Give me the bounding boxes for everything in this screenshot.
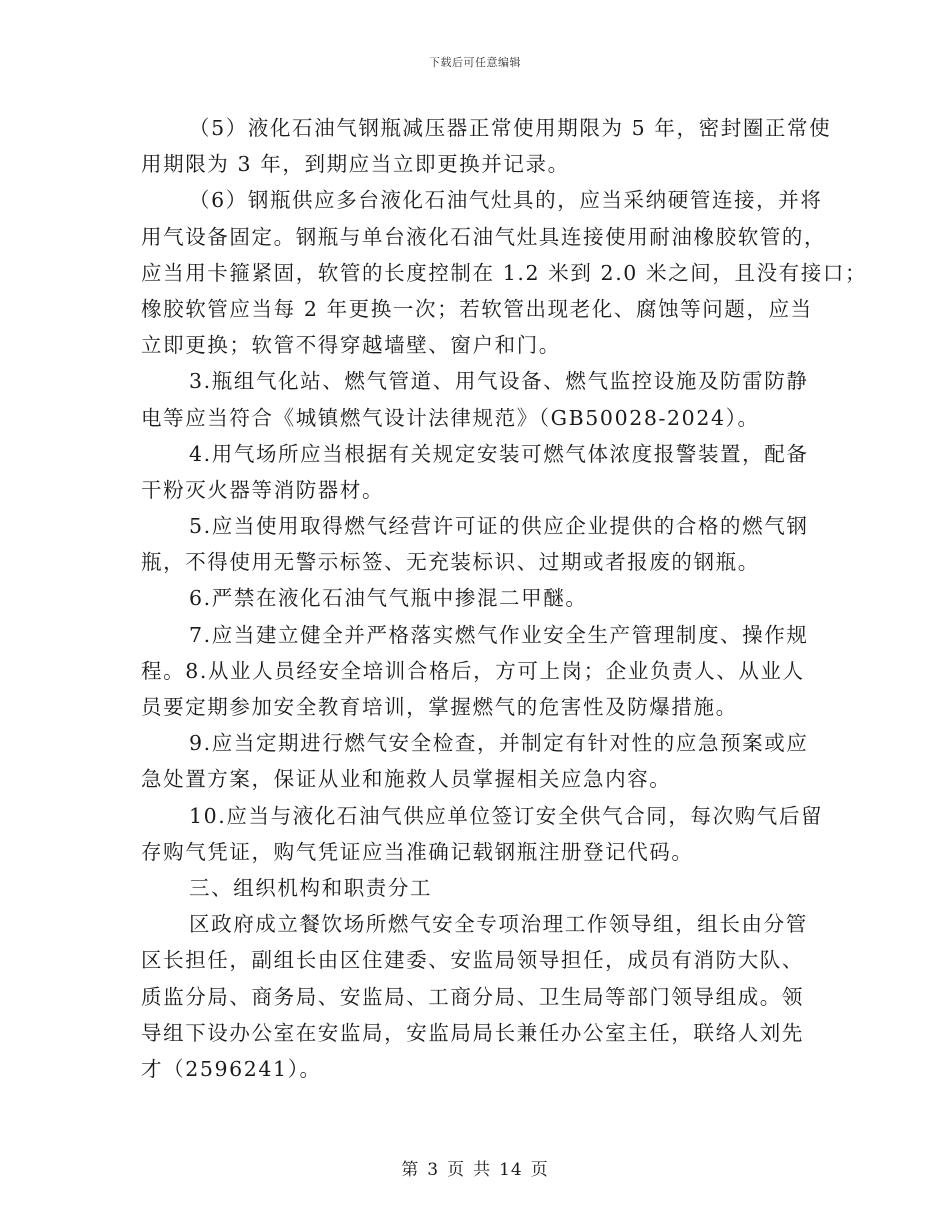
section-heading: 三、组织机构和职责分工 [189, 875, 433, 900]
paragraph-line: 电等应当符合《城镇燃气设计法律规范》（GB50028-2024）。 [141, 405, 760, 430]
paragraph-line: 立即更换；软管不得穿越墙壁、窗户和门。 [141, 333, 561, 358]
paragraph-line: 3.瓶组气化站、燃气管道、用气设备、燃气监控设施及防雷防静 [189, 369, 809, 394]
paragraph-line: 程。8.从业人员经安全培训合格后，方可上岗；企业负责人、从业人 [141, 658, 805, 683]
page-label-prefix: 第 [401, 1160, 420, 1180]
paragraph-line: 4.用气场所应当根据有关规定安装可燃气体浓度报警装置，配备 [189, 441, 809, 466]
paragraph-line: 区政府成立餐饮场所燃气安全专项治理工作领导组，组长由分管 [189, 912, 808, 937]
paragraph-line: （5）液化石油气钢瓶减压器正常使用期限为 5 年，密封圈正常使 [189, 116, 832, 140]
paragraph-line: 区长担任，副组长由区住建委、安监局领导担任，成员有消防大队、 [141, 948, 804, 973]
total-label: 共 [473, 1160, 492, 1180]
paragraph-line: 橡胶软管应当每 2 年更换一次；若软管出现老化、腐蚀等问题，应当 [141, 296, 813, 321]
paragraph-line: 导组下设办公室在安监局，安监局局长兼任办公室主任，联络人刘先 [141, 1020, 804, 1045]
paragraph-line: 急处置方案，保证从业和施救人员掌握相关应急内容。 [141, 767, 672, 792]
document-body [141, 110, 868, 1087]
total-pages: 14 [499, 1160, 523, 1180]
paragraph-line: 才（2596241）。 [141, 1056, 322, 1081]
paragraph-line: 6.严禁在液化石油气气瓶中掺混二甲醚。 [189, 586, 588, 611]
page-number: 3 [427, 1160, 440, 1180]
page-label-suffix: 页 [530, 1160, 549, 1180]
paragraph-line: 10.应当与液化石油气供应单位签订安全供气合同，每次购气后留 [189, 803, 824, 828]
paragraph-line: 7.应当建立健全并严格落实燃气作业安全生产管理制度、操作规 [189, 622, 809, 647]
paragraph-line: 用期限为 3 年，到期应当立即更换并记录。 [141, 152, 570, 177]
paragraph-line: 干粉灭火器等消防器材。 [141, 477, 385, 502]
paragraph-line: （6）钢瓶供应多台液化石油气灶具的，应当采纳硬管连接，并将 [189, 188, 823, 213]
paragraph-line: 5.应当使用取得燃气经营许可证的供应企业提供的合格的燃气钢 [189, 514, 809, 539]
paragraph-line: 员要定期参加安全教育培训，掌握燃气的危害性及防爆措施。 [141, 695, 738, 719]
page-label-mid: 页 [447, 1160, 466, 1180]
paragraph-line: 应当用卡箍紧固，软管的长度控制在 1.2 米到 2.0 米之间，且没有接口； [141, 260, 868, 285]
paragraph-line: 用气设备固定。钢瓶与单台液化石油气灶具连接使用耐油橡胶软管的， [141, 224, 827, 249]
paragraph-line: 9.应当定期进行燃气安全检查，并制定有针对性的应急预案或应 [189, 731, 809, 756]
paragraph-line: 瓶，不得使用无警示标签、无充装标识、过期或者报废的钢瓶。 [141, 550, 760, 575]
paragraph-line: 存购气凭证，购气凭证应当准确记载钢瓶注册登记代码。 [141, 839, 694, 864]
page-footer [0, 1155, 950, 1180]
download-note: 下载后可任意编辑 [429, 56, 521, 69]
paragraph-line: 质监分局、商务局、安监局、工商分局、卫生局等部门领导组成。领 [141, 984, 804, 1009]
